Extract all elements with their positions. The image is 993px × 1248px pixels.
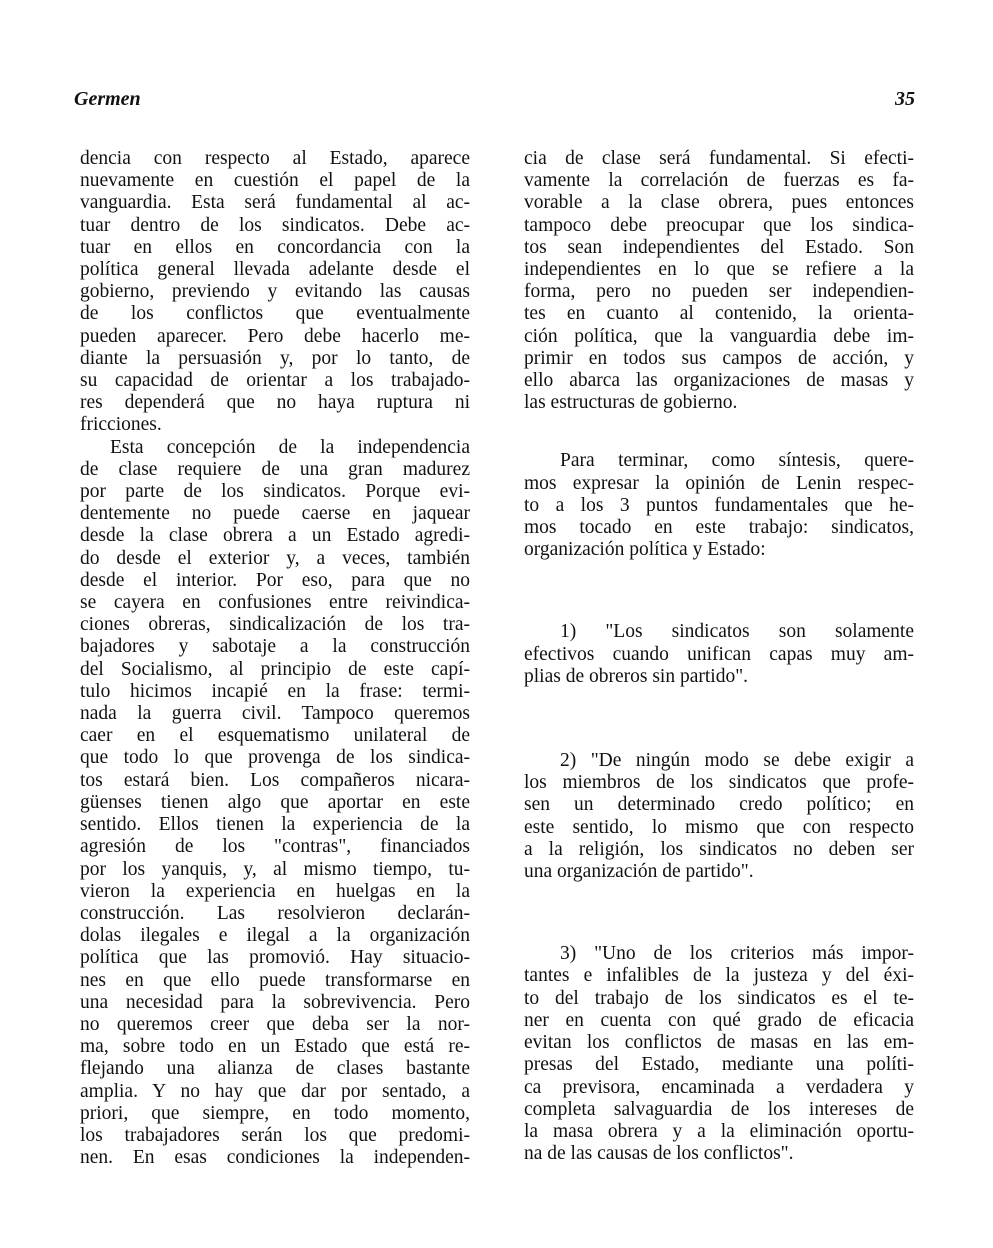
text-line: fricciones. [80,414,162,436]
text-line: los trabajadores serán los que predomi- [80,1124,470,1146]
text-line: res dependerá que no haya ruptura ni [80,392,470,414]
text-line: desde la clase obrera a un Estado agredi- [80,525,470,547]
text-line: evitan los conflictos de masas en las em- [524,1032,914,1054]
text-line: tos estará bien. Los compañeros nicara- [80,769,470,791]
text-line: su capacidad de orientar a los trabajado- [80,370,470,392]
text-line: por parte de los sindicatos. Porque evi- [80,481,470,503]
text-line: to del trabajo de los sindicatos es el te- [524,987,914,1009]
text-line: bajadores y sabotaje a la construcción [80,636,470,658]
text-line: presas del Estado, mediante una políti- [524,1054,914,1076]
text-line: tes en cuanto al contenido, la orienta- [524,303,914,325]
text-line: ello abarca las organizaciones de masas y [524,370,914,392]
text-line: priori, que siempre, en todo momento, [80,1102,470,1124]
text-line: güenses tienen algo que aportar en este [80,791,470,813]
text-line: cia de clase será fundamental. Si efecti- [524,148,914,169]
text-line: tuar dentro de los sindicatos. Debe ac- [80,214,470,236]
text-line: la masa obrera y a la eliminación oportu- [524,1120,914,1142]
text-line: ción política, que la vanguardia debe im- [524,325,914,347]
text-line: plias de obreros sin partido". [524,665,749,687]
text-line: de clase requiere de una gran madurez [80,458,470,480]
text-line: tantes e infalibles de la justeza y del éxi- [524,965,914,987]
text-line: caer en el esquematismo unilateral de [80,725,470,747]
page-number: 35 [895,88,915,110]
text-line: nuevamente en cuestión el papel de la [80,170,470,192]
text-line: tulo hicimos incapié en la frase: termi- [80,680,470,702]
text-line: nes en que ello puede transformarse en [80,969,470,991]
text-line: sentido. Ellos tienen la experiencia de la [80,814,470,836]
text-line: no queremos creer que deba ser la nor- [80,1013,470,1035]
text-line: construcción. Las resolvieron declarán- [80,902,470,924]
text-line: una organización de partido". [524,861,754,883]
text-line: independientes en lo que se refiere a la [524,259,914,281]
text-line: vorable a la clase obrera, pues entonces [524,192,914,214]
text-line: por los yanquis, y, al mismo tiempo, tu- [80,858,470,880]
running-header-title: Germen [74,88,141,110]
text-line: 3) "Uno de los criterios más impor- [560,943,914,965]
text-line: desde el interior. Por eso, para que no [80,569,470,591]
text-line: política general llevada adelante desde el [80,259,470,281]
text-line: tuar en ellos en concordancia con la [80,236,470,258]
text-line: gobierno, previendo y evitando las causas [80,281,470,303]
text-line: organización política y Estado: [524,539,766,561]
text-line: este sentido, lo mismo que con respecto [524,816,914,838]
text-line: de los conflictos que eventualmente [80,303,470,325]
text-line: ma, sobre todo en un Estado que está re- [80,1036,470,1058]
text-line: do desde el exterior y, a veces, también [80,547,470,569]
text-line: a la religión, los sindicatos no deben ser [524,838,914,860]
text-line: sen un determinado credo político; en [524,794,914,816]
text-line: que todo lo que provenga de los sindica- [80,747,470,769]
text-line: nen. En esas condiciones la independen- [80,1147,470,1169]
text-line: efectivos cuando unifican capas muy am- [524,643,914,665]
text-line: to a los 3 puntos fundamentales que he- [524,494,914,516]
text-line: ca previsora, encaminada a verdadera y [524,1076,914,1098]
left-column [80,148,470,1169]
text-line: política que las promovió. Hay situacio- [80,947,470,969]
text-line: agresión de los "contras", financiados [80,836,470,858]
text-line: 2) "De ningún modo se debe exigir a [560,750,914,772]
text-line: las estructuras de gobierno. [524,392,738,414]
text-line: vanguardia. Esta será fundamental al ac- [80,192,470,214]
text-line: mos tocado en este trabajo: sindicatos, [524,517,914,539]
text-line: diante la persuasión y, por lo tanto, de [80,347,470,369]
paragraph-closing [524,148,914,414]
text-line: nada la guerra civil. Tampoco queremos [80,703,470,725]
paragraph-conclusion [524,450,914,561]
text-line: mos expresar la opinión de Lenin respec- [524,472,914,494]
text-line: ner en cuenta con qué grado de eficacia [524,1009,914,1031]
text-line: ciones obreras, sindicalización de los tra- [80,614,470,636]
text-line: flejando una alianza de clases bastante [80,1058,470,1080]
text-line: Para terminar, como síntesis, quere- [560,450,914,472]
text-line: forma, pero no pueden ser independien- [524,281,914,303]
text-line: vieron la experiencia en huelgas en la [80,880,470,902]
text-line: una necesidad para la sobrevivencia. Pero [80,991,470,1013]
text-line: na de las causas de los conflictos". [524,1143,794,1165]
text-line: dencia con respecto al Estado, aparece [80,148,470,169]
text-line: tos sean independientes del Estado. Son [524,236,914,258]
quote-2 [524,750,914,883]
quote-1 [524,621,914,688]
text-line: vamente la correlación de fuerzas es fa- [524,170,914,192]
text-line: primir en todos sus campos de acción, y [524,347,914,369]
text-line: los miembros de los sindicatos que profe- [524,772,914,794]
text-line: completa salvaguardia de los intereses de [524,1098,914,1120]
text-line: pueden aparecer. Pero debe hacerlo me- [80,325,470,347]
text-line: dolas ilegales e ilegal a la organización [80,925,470,947]
right-column [524,148,914,1165]
text-line: Esta concepción de la independencia [110,436,470,458]
text-line: del Socialismo, al principio de este capí- [80,658,470,680]
text-line: dentemente no puede caerse en jaquear [80,503,470,525]
text-line: 1) "Los sindicatos son solamente [560,621,914,643]
text-line: se cayera en confusiones entre reivindica- [80,592,470,614]
quote-3 [524,943,914,1165]
text-line: tampoco debe preocupar que los sindica- [524,214,914,236]
text-line: amplia. Y no hay que dar por sentado, a [80,1080,470,1102]
